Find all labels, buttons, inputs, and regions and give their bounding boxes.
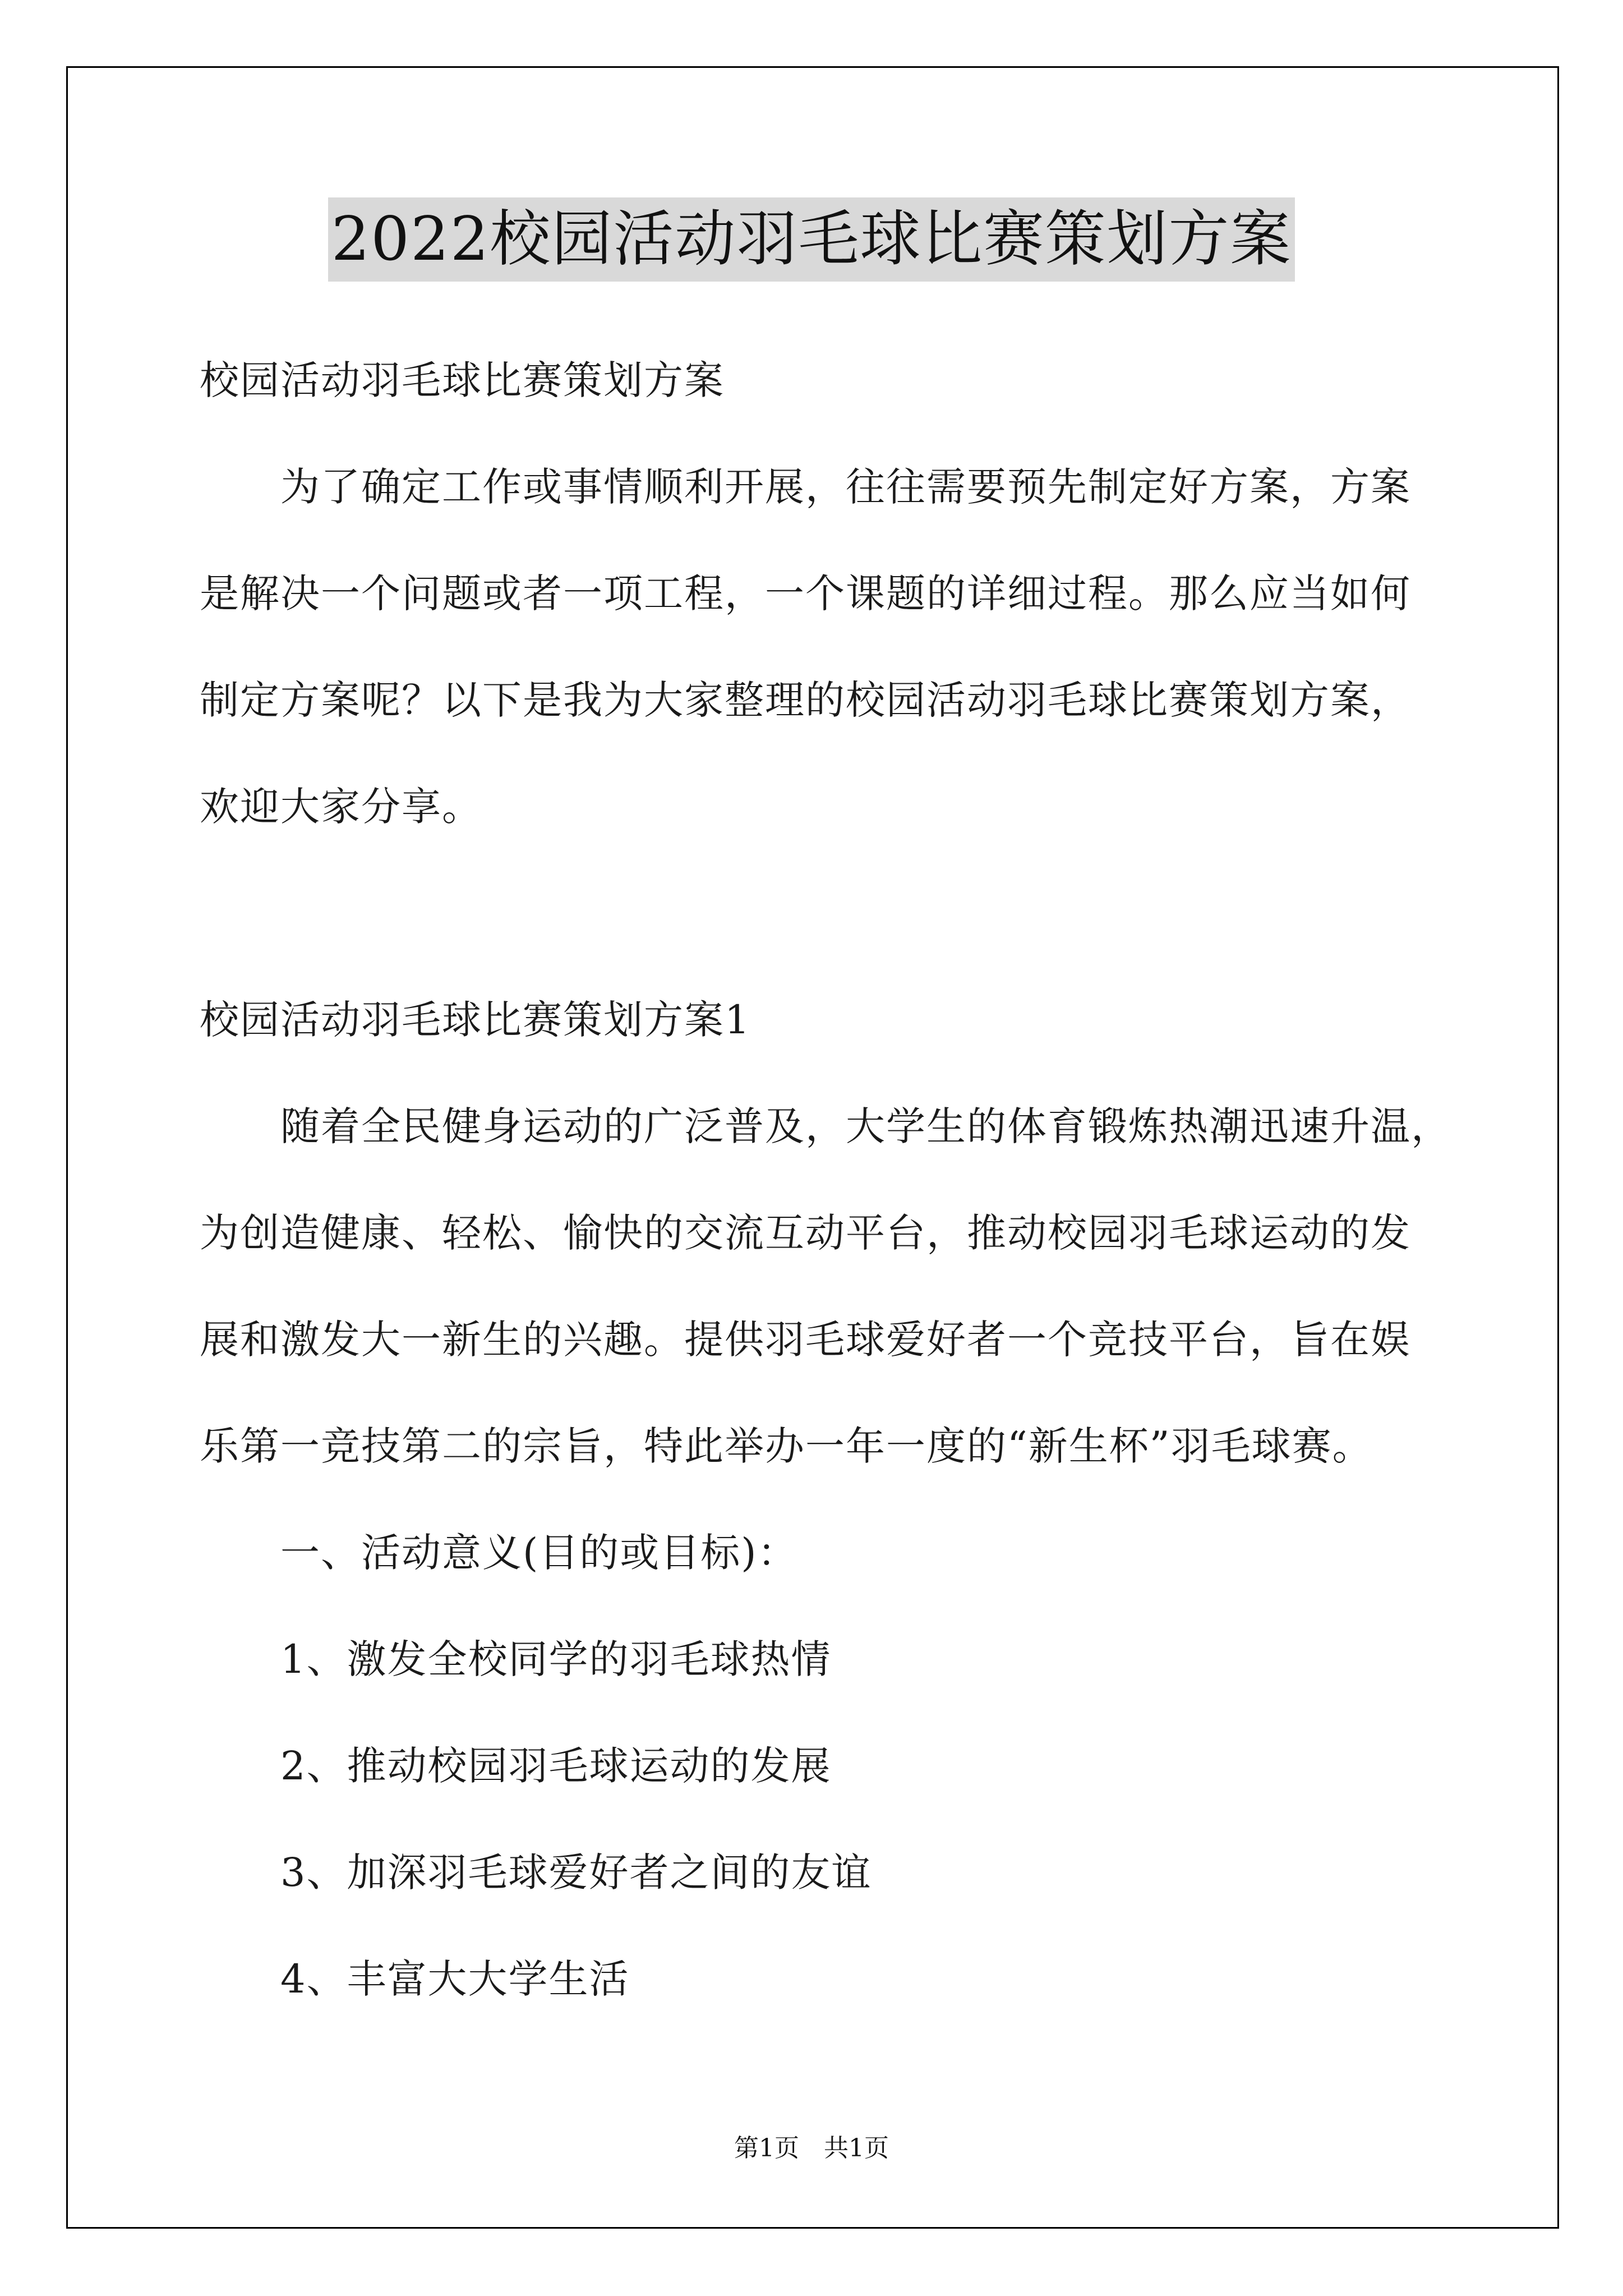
intro-line-1: 为了确定工作或事情顺利开展，往往需要预先制定好方案，方案: [280, 464, 1411, 510]
page-footer: 第1页 共1页: [734, 2134, 889, 2162]
purpose-item-1: 1、激发全校同学的羽毛球热情: [280, 1636, 832, 1682]
title-container: [0, 197, 1623, 282]
purpose-item-4: 4、丰富大大学生活: [280, 1956, 630, 2002]
section-heading: 校园活动羽毛球比赛策划方案1: [200, 997, 751, 1043]
intro-line-2: 是解决一个问题或者一项工程，一个课题的详细过程。那么应当如何: [200, 570, 1411, 616]
purpose-item-2: 2、推动校园羽毛球运动的发展: [280, 1743, 832, 1789]
document-title: 2022校园活动羽毛球比赛策划方案: [328, 197, 1295, 282]
purpose-item-3: 3、加深羽毛球爱好者之间的友谊: [280, 1849, 872, 1895]
intro-line-3: 制定方案呢？以下是我为大家整理的校园活动羽毛球比赛策划方案，: [200, 677, 1411, 723]
section-line-3: 展和激发大一新生的兴趣。提供羽毛球爱好者一个竞技平台，旨在娱: [200, 1317, 1411, 1363]
section-line-4: 乐第一竞技第二的宗旨，特此举办一年一度的“新生杯”羽毛球赛。: [200, 1423, 1373, 1469]
document-subtitle: 校园活动羽毛球比赛策划方案: [200, 357, 725, 403]
purpose-heading: 一、活动意义(目的或目标)：: [280, 1530, 798, 1576]
section-line-1: 随着全民健身运动的广泛普及，大学生的体育锻炼热潮迅速升温，: [280, 1103, 1451, 1149]
intro-line-4: 欢迎大家分享。: [200, 784, 482, 830]
section-line-2: 为创造健康、轻松、愉快的交流互动平台，推动校园羽毛球运动的发: [200, 1210, 1411, 1256]
